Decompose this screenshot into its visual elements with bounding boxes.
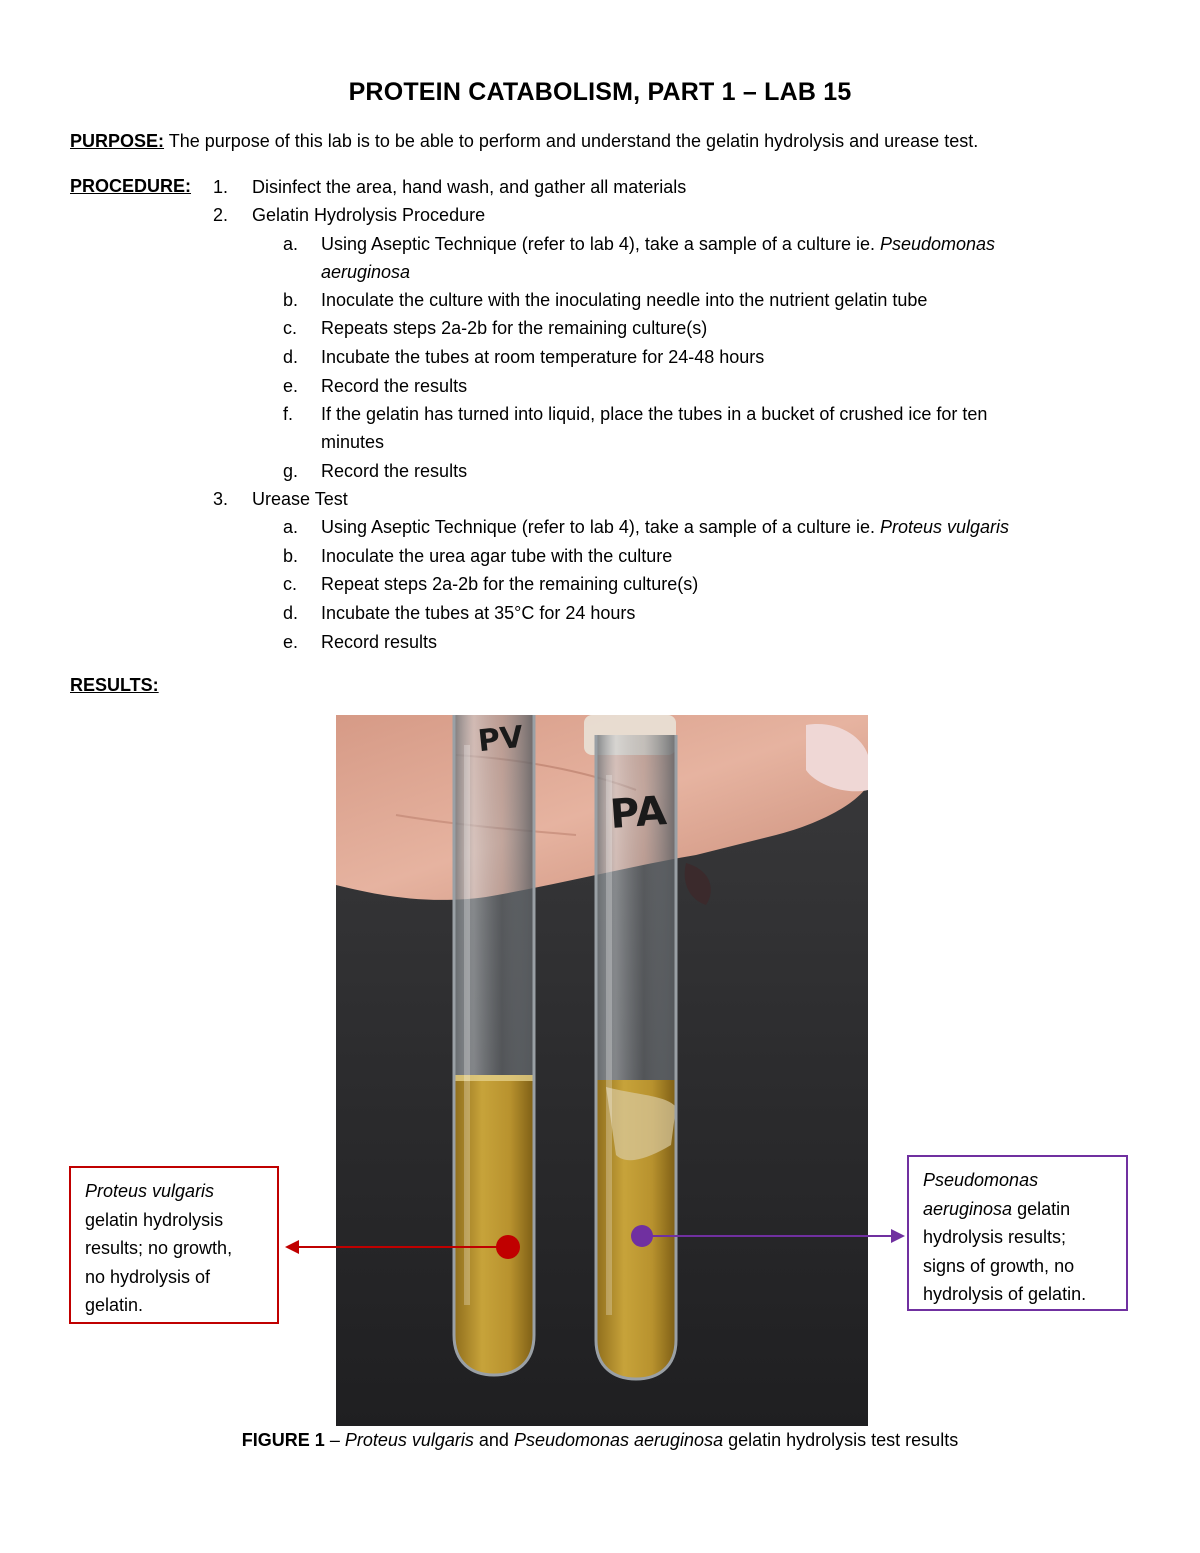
callout-line: gelatin. (85, 1295, 144, 1315)
callout-pseudomonas: Pseudomonas aeruginosa gelatin hydrolysis results; signs of growth, no hydrolysis of gelatin. (907, 1155, 1128, 1311)
callout-proteus (69, 1166, 279, 1324)
callout-pseudomonas-species: aeruginosa (923, 1198, 1013, 1219)
step-text: Gelatin Hydrolysis Procedure (252, 205, 486, 225)
substep-text: Using Aseptic Technique (refer to lab 4), take a sample of a culture ie. Pseudomonas (321, 234, 996, 254)
step-number: 3. (213, 489, 229, 509)
figure-label: FIGURE 1 (241, 1430, 325, 1450)
purpose-text: The purpose of this lab is to be able to perform and understand the gelatin hydrolysis and urease test. (168, 131, 979, 151)
substep-letter: a. (283, 517, 299, 537)
substep-letter: d. (283, 603, 299, 623)
callout-proteus-species: Proteus vulgaris (85, 1181, 215, 1201)
substep-letter: c. (283, 318, 298, 338)
substep-text: Using Aseptic Technique (refer to lab 4), take a sample of a culture ie. Proteus vulgaris (321, 517, 1010, 537)
callout-line: signs of growth, no (923, 1255, 1075, 1276)
substep-text: Repeats steps 2a-2b for the remaining culture(s) (321, 318, 708, 338)
purpose-label: PURPOSE: (70, 131, 165, 151)
substep-letter: b. (283, 290, 299, 310)
figure-caption: FIGURE 1 – Proteus vulgaris and Pseudomonas aeruginosa gelatin hydrolysis test results (241, 1430, 959, 1450)
callout-pseudomonas-genus: Pseudomonas (923, 1170, 1039, 1190)
callout-line: results; no growth, (85, 1238, 233, 1258)
substep-text: Record the results (321, 376, 468, 396)
substep-text: Record results (321, 632, 438, 652)
substep-letter: g. (283, 461, 299, 481)
step-number: 1. (213, 177, 229, 197)
tube-label-left: PV (476, 719, 525, 760)
gelatin-tubes-photo (336, 715, 868, 1426)
callout-line: hydrolysis of gelatin. (923, 1284, 1087, 1304)
right-arrow-head (891, 1229, 905, 1243)
callout-line: hydrolysis results; (923, 1227, 1067, 1247)
substep-letter: c. (283, 574, 298, 594)
step-number: 2. (213, 205, 229, 225)
purpose-section (70, 131, 978, 152)
results-label: RESULTS: (70, 675, 159, 695)
tube-label-right: PA (608, 788, 669, 838)
left-arrow-head (285, 1240, 299, 1254)
substep-text-cont: aeruginosa (321, 262, 411, 282)
substep-text: Inoculate the urea agar tube with the culture (321, 546, 673, 566)
page-title: PROTEIN CATABOLISM, PART 1 – LAB 15 (348, 78, 852, 106)
step-text: Urease Test (252, 489, 348, 509)
substep-letter: f. (283, 404, 294, 424)
substep-text: Repeat steps 2a-2b for the remaining culture(s) (321, 574, 699, 594)
procedure-label: PROCEDURE: (70, 176, 192, 196)
substep-text: Record the results (321, 461, 468, 481)
substep-text-cont: minutes (321, 432, 385, 452)
substep-letter: d. (283, 347, 299, 367)
step-text: Disinfect the area, hand wash, and gather all materials (252, 177, 687, 197)
substep-letter: a. (283, 234, 299, 254)
substep-text: Incubate the tubes at room temperature for 24-48 hours (321, 347, 765, 367)
substep-text: If the gelatin has turned into liquid, place the tubes in a bucket of crushed ice for ten (321, 404, 988, 424)
callout-line: gelatin hydrolysis (85, 1209, 224, 1230)
substep-text: Incubate the tubes at 35°C for 24 hours (321, 603, 636, 623)
substep-letter: e. (283, 632, 299, 652)
callout-line: no hydrolysis of (85, 1266, 211, 1287)
substep-text: Inoculate the culture with the inoculating needle into the nutrient gelatin tube (321, 290, 928, 310)
substep-letter: b. (283, 546, 299, 566)
substep-letter: e. (283, 376, 299, 396)
